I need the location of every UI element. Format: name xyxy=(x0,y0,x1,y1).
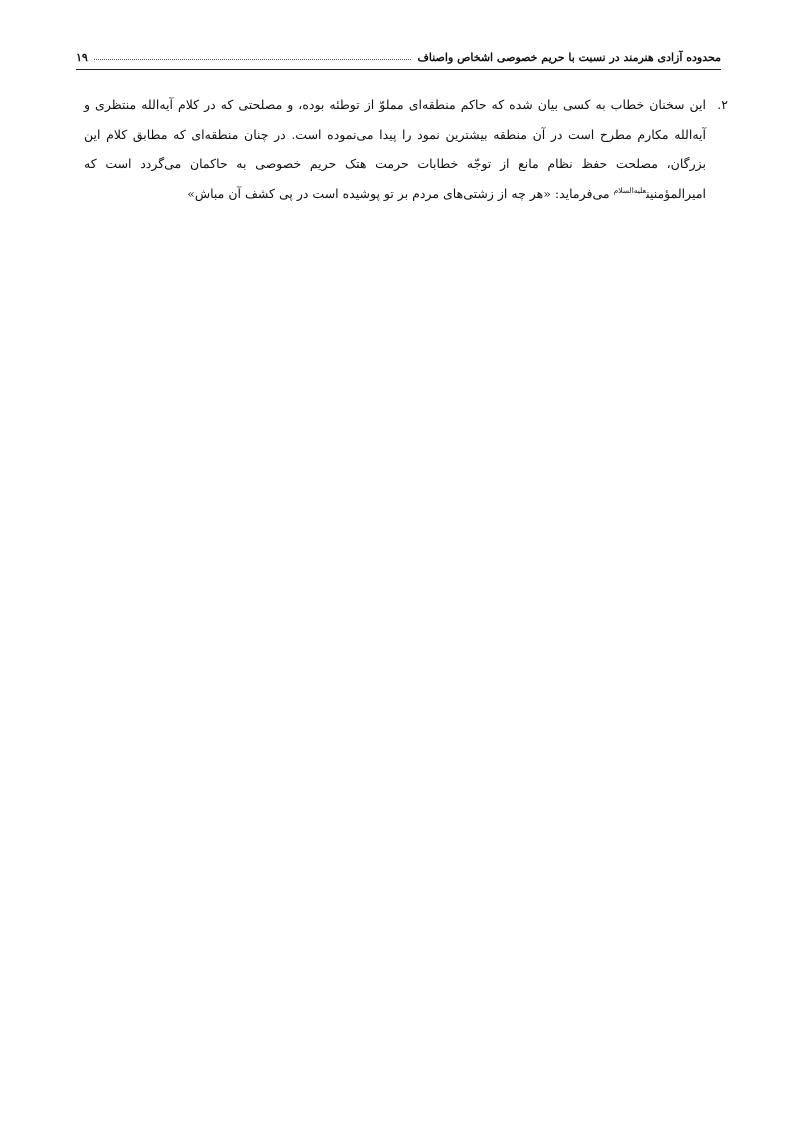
footnote xyxy=(84,90,728,208)
footnote-number: ۲. xyxy=(717,97,728,112)
running-header xyxy=(76,46,721,68)
footnote-text-after: می‌فرماید: «هر چه از زشتی‌های مردم بر تو پوشیده است در پی کشف آن مباش» xyxy=(187,185,614,201)
honorific-superscript: علیه‌السلام xyxy=(613,185,647,195)
page-number: ۱۹ xyxy=(76,50,88,64)
header-title: محدوده آزادی هنرمند در نسبت با حریم خصوصی اشخاص واصناف xyxy=(417,50,721,64)
header-dot-leader xyxy=(94,55,412,60)
header-rule xyxy=(76,69,721,70)
footnote-text-before: این سخنان خطاب به کسی بیان شده که حاکم منطقه‌ای مملوّ از توطئه بوده، و مصلحتی که در کلام آیه‌الله منتظری و آیه‌الله مکارم مطرح است در آن منطقه بیشترین نمود را پیدا می‌نموده است. در چنان منطقه‌ای که مطابق کلام این بزرگان، مصلحت حفظ نظام مانع از توجّه خطابات حرمت هتک حریم خصوصی به حاکمان می‌گردد است که امیرالمؤمنین xyxy=(84,97,706,201)
